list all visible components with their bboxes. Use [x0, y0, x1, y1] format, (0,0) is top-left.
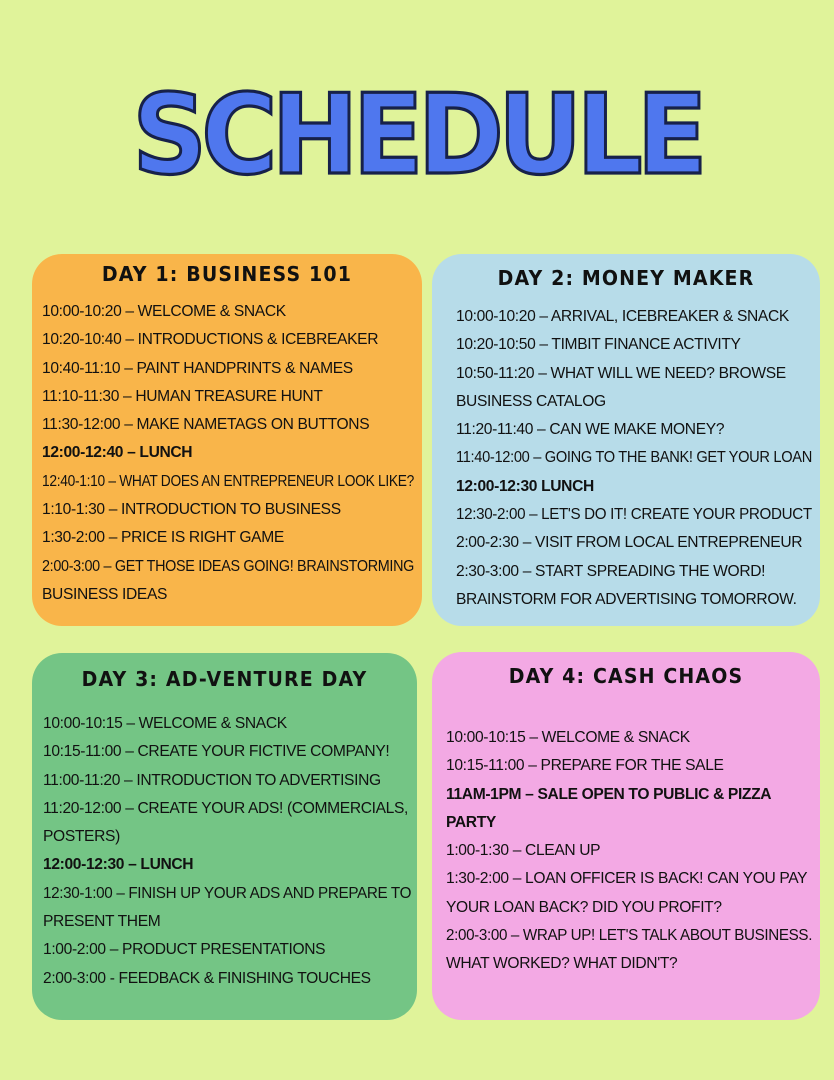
- schedule-item: 10:20-10:50 – TIMBIT FINANCE ACTIVITY: [456, 336, 741, 354]
- schedule-item: 2:00-3:00 – WRAP UP! LET'S TALK ABOUT BUSINESS.: [446, 927, 813, 945]
- schedule-item: 12:00-12:30 – LUNCH: [43, 856, 194, 874]
- day-1-card: [32, 254, 422, 626]
- day-2-heading: DAY 2: MONEY MAKER: [497, 266, 755, 290]
- schedule-item: WHAT WORKED? WHAT DIDN'T?: [446, 955, 678, 973]
- schedule-item: 2:00-2:30 – VISIT FROM LOCAL ENTREPRENEUR: [456, 534, 803, 552]
- schedule-item: 1:10-1:30 – INTRODUCTION TO BUSINESS: [42, 501, 341, 519]
- schedule-item: 11:20-12:00 – CREATE YOUR ADS! (COMMERCIALS,: [43, 799, 409, 817]
- day-2-schedule-list: [456, 303, 812, 614]
- day-3-schedule-list: [43, 710, 411, 993]
- schedule-item: 2:00-3:00 – GET THOSE IDEAS GOING! BRAINSTORMING: [42, 557, 415, 575]
- schedule-item: 1:00-2:00 – PRODUCT PRESENTATIONS: [43, 941, 326, 959]
- schedule-item: 10:15-11:00 – PREPARE FOR THE SALE: [446, 757, 724, 775]
- schedule-item: 10:00-10:20 – WELCOME & SNACK: [42, 303, 286, 320]
- schedule-item: 10:00-10:15 – WELCOME & SNACK: [43, 715, 287, 732]
- schedule-item: 11:20-11:40 – CAN WE MAKE MONEY?: [456, 421, 725, 439]
- schedule-item: 12:30-1:00 – FINISH UP YOUR ADS AND PREPARE TO: [43, 884, 412, 902]
- schedule-item: 2:30-3:00 – START SPREADING THE WORD!: [456, 562, 766, 580]
- schedule-item: 10:00-10:15 – WELCOME & SNACK: [446, 729, 690, 746]
- schedule-item: 10:15-11:00 – CREATE YOUR FICTIVE COMPANY!: [43, 743, 390, 761]
- schedule-item: 1:30-2:00 – PRICE IS RIGHT GAME: [42, 529, 284, 547]
- schedule-item: POSTERS): [43, 828, 120, 846]
- schedule-item: 1:30-2:00 – LOAN OFFICER IS BACK! CAN YOU PAY: [446, 870, 808, 888]
- schedule-item: 11:40-12:00 – GOING TO THE BANK! GET YOUR LOAN: [456, 449, 812, 467]
- schedule-item: 11:10-11:30 – HUMAN TREASURE HUNT: [42, 387, 323, 405]
- schedule-item: BUSINESS IDEAS: [42, 585, 168, 603]
- page-title: SCHEDULE: [132, 70, 702, 200]
- schedule-item: 12:30-2:00 – LET'S DO IT! CREATE YOUR PRODUCT: [456, 506, 812, 524]
- schedule-item: PARTY: [446, 813, 496, 831]
- schedule-item: BRAINSTORM FOR ADVERTISING TOMORROW.: [456, 590, 797, 608]
- schedule-item: 12:00-12:30 LUNCH: [456, 477, 594, 495]
- schedule-item: 10:40-11:10 – PAINT HANDPRINTS & NAMES: [42, 359, 353, 377]
- schedule-item: BUSINESS CATALOG: [456, 392, 606, 410]
- day-2-card: [432, 254, 820, 626]
- schedule-item: 2:00-3:00 - FEEDBACK & FINISHING TOUCHES: [43, 969, 371, 987]
- day-4-heading: DAY 4: CASH CHAOS: [508, 664, 744, 688]
- day-1-schedule-list: [42, 298, 414, 609]
- schedule-item: 10:50-11:20 – WHAT WILL WE NEED? BROWSE: [456, 364, 786, 382]
- schedule-item: 12:40-1:10 – WHAT DOES AN ENTREPRENEUR LOOK LIKE?: [42, 472, 414, 490]
- schedule-item: 10:00-10:20 – ARRIVAL, ICEBREAKER & SNACK: [456, 308, 789, 325]
- schedule-item: 11:00-11:20 – INTRODUCTION TO ADVERTISING: [43, 771, 381, 789]
- day-4-schedule-list: [446, 724, 812, 979]
- day-1-heading: DAY 1: BUSINESS 101: [101, 262, 353, 286]
- schedule-item: 11AM-1PM – SALE OPEN TO PUBLIC & PIZZA: [446, 785, 772, 803]
- schedule-item: PRESENT THEM: [43, 913, 161, 931]
- day-3-card: [32, 653, 417, 1020]
- day-3-heading: DAY 3: AD-VENTURE DAY: [81, 667, 368, 691]
- schedule-item: 12:00-12:40 – LUNCH: [42, 444, 193, 462]
- schedule-item: 11:30-12:00 – MAKE NAMETAGS ON BUTTONS: [42, 416, 370, 434]
- schedule-item: 1:00-1:30 – CLEAN UP: [446, 842, 601, 860]
- schedule-item: 10:20-10:40 – INTRODUCTIONS & ICEBREAKER: [42, 331, 379, 349]
- schedule-item: YOUR LOAN BACK? DID YOU PROFIT?: [446, 898, 722, 916]
- day-4-card: [432, 652, 820, 1020]
